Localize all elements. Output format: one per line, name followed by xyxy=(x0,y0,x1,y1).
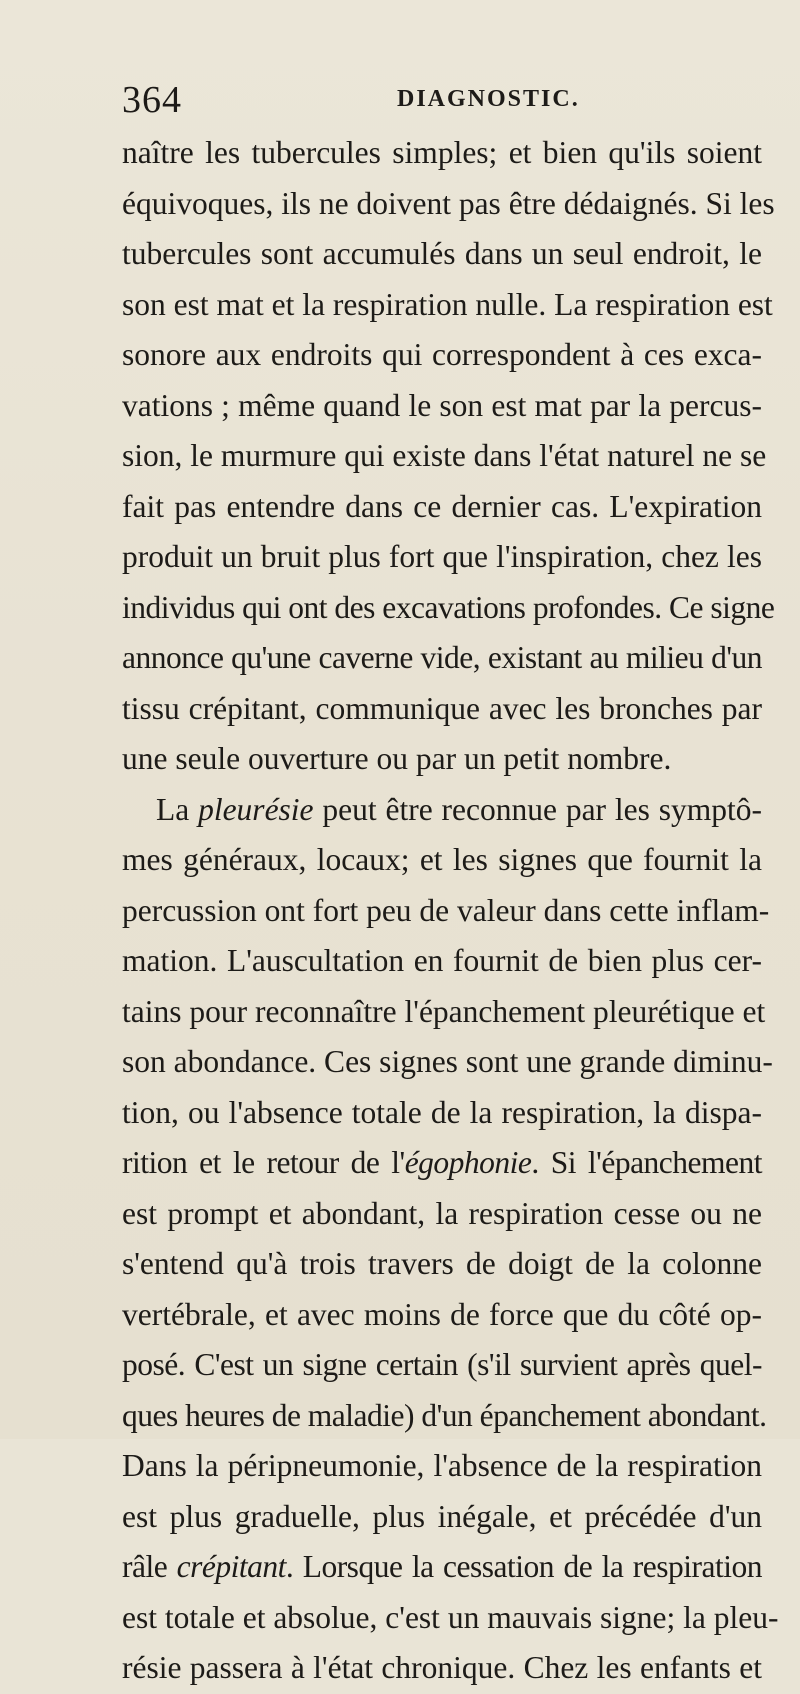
text-run: rition et le retour de l' xyxy=(122,1145,405,1180)
text-line: posé. C'est un signe certain (s'il survient après quel- xyxy=(122,1347,762,1382)
text-line xyxy=(122,785,762,836)
italic-term: crépitant xyxy=(176,1549,286,1584)
text-line xyxy=(122,1138,762,1189)
text-run: . Lorsque la cessation de la respiration xyxy=(285,1549,762,1584)
running-title: DIAGNOSTIC. xyxy=(397,86,580,112)
text-line: s'entend qu'à trois travers de doigt de la colonne xyxy=(122,1246,762,1281)
text-line: est plus graduelle, plus inégale, et précédée d'un xyxy=(122,1498,762,1534)
text-line: mation. L'auscultation en fournit de bien plus cer- xyxy=(122,943,762,978)
italic-term: pleurésie xyxy=(198,791,314,827)
text-line: sion, le murmure qui existe dans l'état naturel ne se xyxy=(122,438,767,473)
text-run: . Si l'épanchement xyxy=(531,1145,762,1180)
text-run: peut être reconnue par les symptô- xyxy=(313,791,762,827)
text-line: mes généraux, locaux; et les signes que fournit la xyxy=(122,842,762,877)
text-line: son est mat et la respiration nulle. La respiration est xyxy=(122,286,773,322)
italic-term: égophonie xyxy=(404,1145,532,1180)
text-line: équivoques, ils ne doivent pas être dédaignés. Si les xyxy=(122,185,775,221)
text-line: résie passera à l'état chronique. Chez les enfants et xyxy=(122,1650,762,1685)
text-line: percussion ont fort peu de valeur dans cette inflam- xyxy=(122,892,770,928)
text-line: produit un bruit plus fort que l'inspiration, chez les xyxy=(122,539,762,574)
body-text xyxy=(122,128,779,1694)
text-line: tains pour reconnaître l'épanchement pleurétique et xyxy=(122,993,766,1029)
text-line: tissu crépitant, communique avec les bronches par xyxy=(122,690,762,726)
text-line: tubercules sont accumulés dans un seul endroit, le xyxy=(122,236,762,271)
text-run: La xyxy=(156,791,199,827)
text-line: sonore aux endroits qui correspondent à ces exca- xyxy=(122,337,762,372)
text-run: râle xyxy=(122,1549,177,1584)
text-line: son abondance. Ces signes sont une grande diminu- xyxy=(122,1044,773,1079)
text-line xyxy=(122,1542,762,1593)
text-line: naître les tubercules simples; et bien qu'ils soient xyxy=(122,135,762,170)
text-line: tion, ou l'absence totale de la respiration, la dispa- xyxy=(122,1094,762,1130)
text-line: ques heures de maladie) d'un épanchement abondant. xyxy=(122,1397,767,1433)
text-line: est prompt et abondant, la respiration cesse ou ne xyxy=(122,1195,762,1231)
text-line: individus qui ont des excavations profondes. Ce signe xyxy=(122,589,775,625)
text-line: Dans la péripneumonie, l'absence de la respiration xyxy=(122,1448,762,1483)
text-line: vertébrale, et avec moins de force que du côté op- xyxy=(122,1296,762,1332)
page-number: 364 xyxy=(122,79,182,121)
running-head xyxy=(122,78,762,121)
text-line: fait pas entendre dans ce dernier cas. L'expiration xyxy=(122,488,762,524)
text-line: annonce qu'une caverne vide, existant au milieu d'un xyxy=(122,640,762,675)
text-line: une seule ouverture ou par un petit nombre. xyxy=(122,741,672,776)
text-line: est totale et absolue, c'est un mauvais signe; la pleu- xyxy=(122,1599,779,1635)
text-line: vations ; même quand le son est mat par la percus- xyxy=(122,387,762,423)
